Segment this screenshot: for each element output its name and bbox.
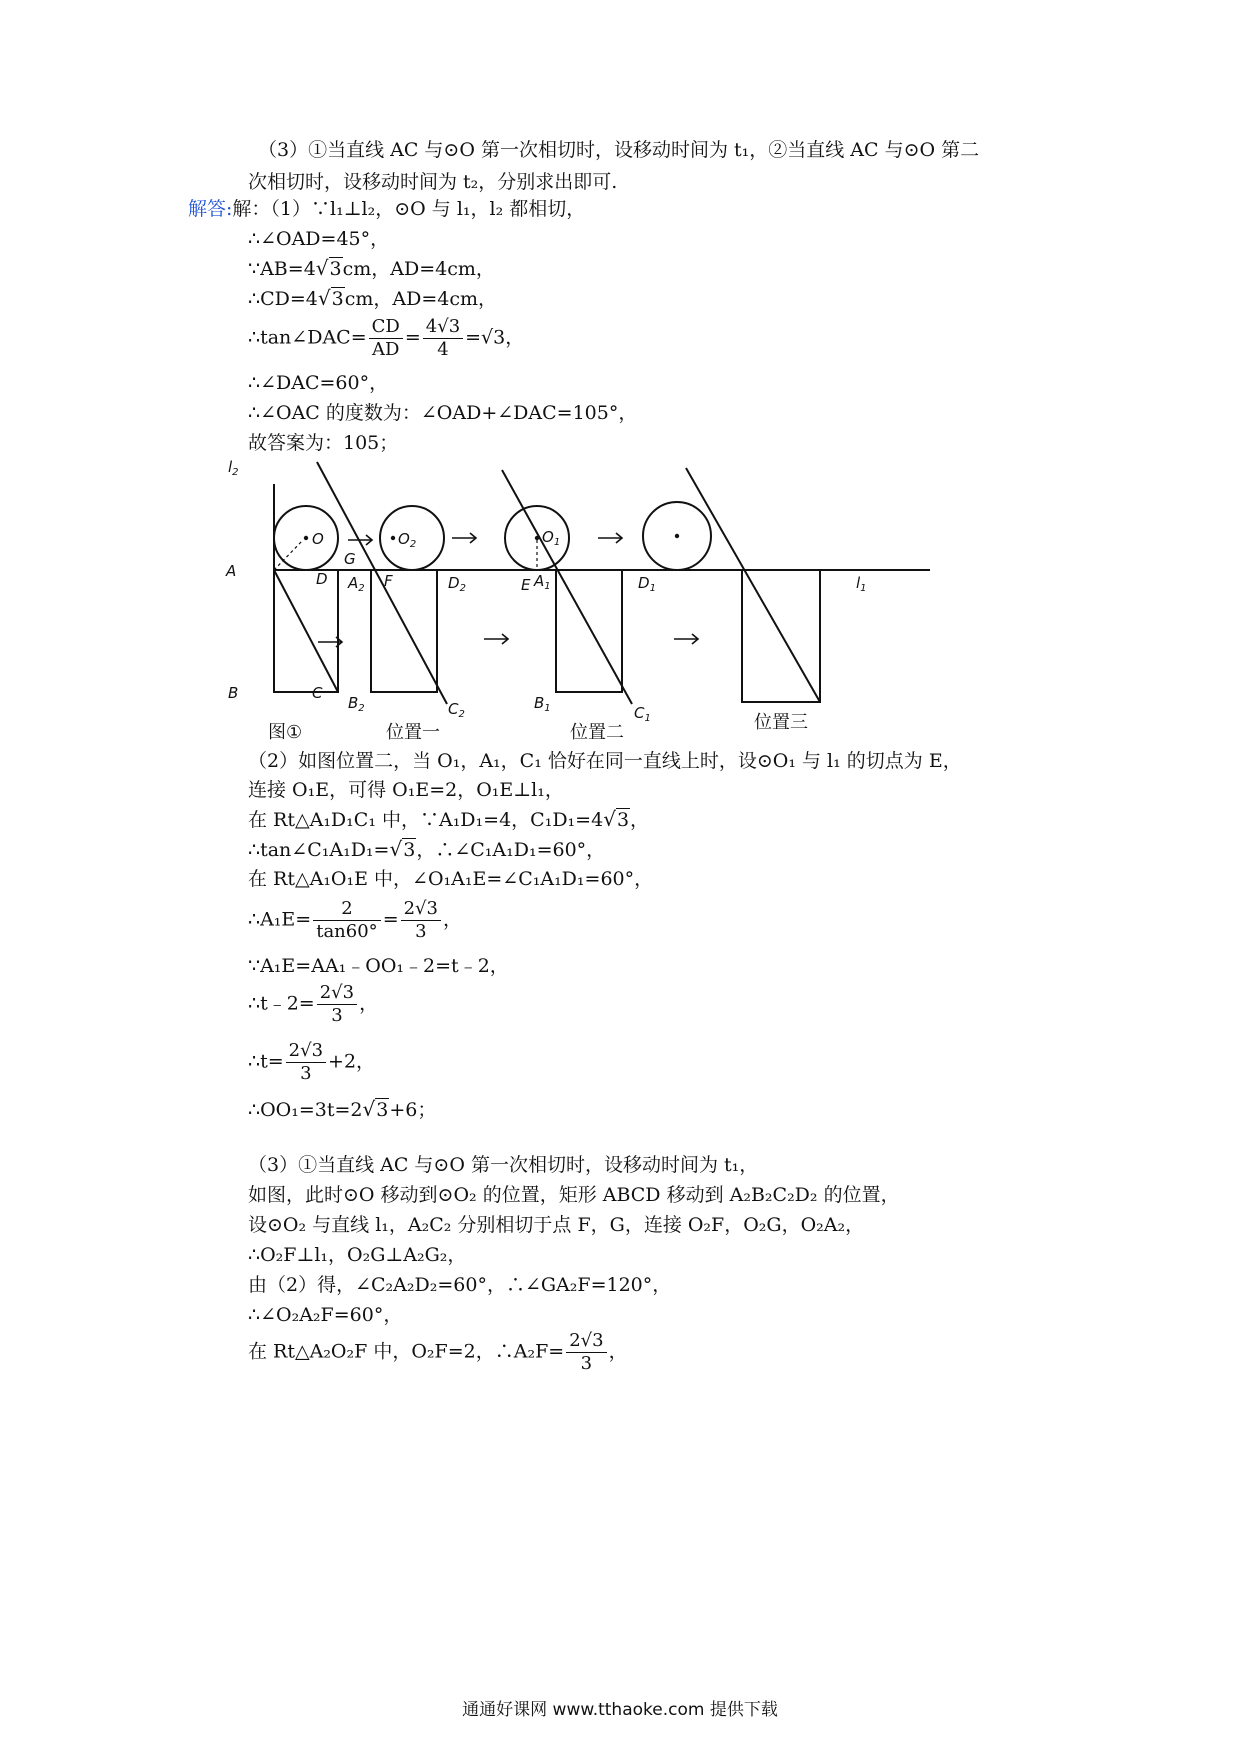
part2-line-3: ∴tan∠C₁A₁D₁=√3，∴∠C₁A₁D₁=60°， — [248, 837, 606, 861]
label-O2: $O_2$ — [398, 530, 417, 550]
part2-line-7: ∴t﹣2= $\frac{2√3}{3}$ ， — [248, 982, 379, 1026]
part3-line-3: ∴O₂F⊥l₁，O₂G⊥A₂G₂， — [248, 1244, 467, 1266]
label-l1: $l_1$ — [856, 574, 867, 594]
part2-line-1: 连接 O₁E，可得 O₁E=2，O₁E⊥l₁， — [248, 779, 564, 801]
part3-line-5: ∴∠O₂A₂F=60°， — [248, 1304, 403, 1326]
label-D2: $D_2$ — [448, 574, 466, 594]
part2-line-6: ∵A₁E=AA₁﹣OO₁﹣2=t﹣2， — [248, 955, 509, 977]
part2-line-5: ∴A₁E= $\frac{2}{\tan 60^\circ}$ = $\frac{2√3}{3}$ ， — [248, 898, 462, 942]
part2-line-8: ∴t= $\frac{2√3}{3}$ +2， — [248, 1040, 376, 1084]
part3-line-0: （3）①当直线 AC 与⊙O 第一次相切时，设移动时间为 t₁， — [248, 1154, 759, 1176]
part1-line-0: 解：（1）∵l₁⊥l₂，⊙O 与 l₁，l₂ 都相切， — [232, 198, 586, 220]
label-G: G — [344, 550, 356, 568]
label-D: D — [316, 570, 328, 588]
label-B: B — [228, 684, 239, 702]
part1-line-2: ∵AB=4√3cm，AD=4cm， — [248, 256, 495, 280]
label-D1: $D_1$ — [638, 574, 656, 594]
label-A1: $A_1$ — [534, 572, 551, 592]
part1-line-4: ∴tan∠DAC= $\frac{CD}{AD}$ = $\frac{4√3}{4}$ =√3， — [248, 316, 525, 360]
part1-line-6: ∴∠OAC 的度数为：∠OAD+∠DAC=105°， — [248, 402, 638, 424]
part3-line-2: 设⊙O₂ 与直线 l₁，A₂C₂ 分别相切于点 F，G，连接 O₂F，O₂G，O₂A₂， — [248, 1214, 865, 1236]
part1-line-3: ∴CD=4√3cm，AD=4cm， — [248, 286, 497, 310]
caption-pos3: 位置三 — [754, 712, 808, 733]
part2-line-4: 在 Rt△A₁O₁E 中，∠O₁A₁E=∠C₁A₁D₁=60°， — [248, 868, 654, 890]
label-B2: $B_2$ — [348, 694, 365, 714]
part2-line-0: （2）如图位置二，当 O₁，A₁，C₁ 恰好在同一直线上时，设⊙O₁ 与 l₁ 的切点为 E， — [248, 750, 962, 772]
label-O1: $O_1$ — [542, 528, 561, 548]
label-A: A — [226, 562, 237, 580]
part1-line-1: ∴∠OAD=45°， — [248, 228, 390, 250]
part1-line-5: ∴∠DAC=60°， — [248, 372, 389, 394]
caption-pos2: 位置二 — [570, 722, 624, 743]
label-B1: $B_1$ — [534, 694, 551, 714]
label-l2: $l_2$ — [228, 458, 239, 478]
part3-line-4: 由（2）得，∠C₂A₂D₂=60°，∴∠GA₂F=120°， — [248, 1274, 672, 1296]
intro-line-2: 次相切时，设移动时间为 t₂，分别求出即可. — [248, 171, 618, 193]
label-E: E — [521, 576, 531, 594]
label-C: C — [312, 684, 323, 702]
answer-label: 解答: — [188, 198, 233, 220]
part2-line-2: 在 Rt△A₁D₁C₁ 中，∵A₁D₁=4，C₁D₁=4√3， — [248, 807, 650, 831]
footer: 通通好课网 www.tthaoke.com 提供下载 — [462, 1700, 778, 1720]
caption-pos1: 位置一 — [386, 722, 440, 743]
answer-line — [188, 196, 585, 222]
caption-fig1: 图① — [268, 722, 303, 743]
intro-line-1: （3）①当直线 AC 与⊙O 第一次相切时，设移动时间为 t₁，②当直线 AC 与⊙O 第二 — [258, 139, 980, 161]
part2-line-9: ∴OO₁=3t=2√3+6； — [248, 1097, 437, 1121]
label-F: F — [384, 572, 393, 590]
label-C2: $C_2$ — [448, 700, 465, 720]
label-A2: $A_2$ — [348, 574, 365, 594]
part3-line-1: 如图，此时⊙O 移动到⊙O₂ 的位置，矩形 ABCD 移动到 A₂B₂C₂D₂ 的位置， — [248, 1184, 900, 1206]
part1-line-7: 故答案为：105； — [248, 432, 399, 454]
label-C1: $C_1$ — [634, 704, 651, 724]
label-O: O — [312, 530, 324, 548]
part3-line-6: 在 Rt△A₂O₂F 中，O₂F=2，∴A₂F= $\frac{2√3}{3}$ ， — [248, 1330, 628, 1374]
